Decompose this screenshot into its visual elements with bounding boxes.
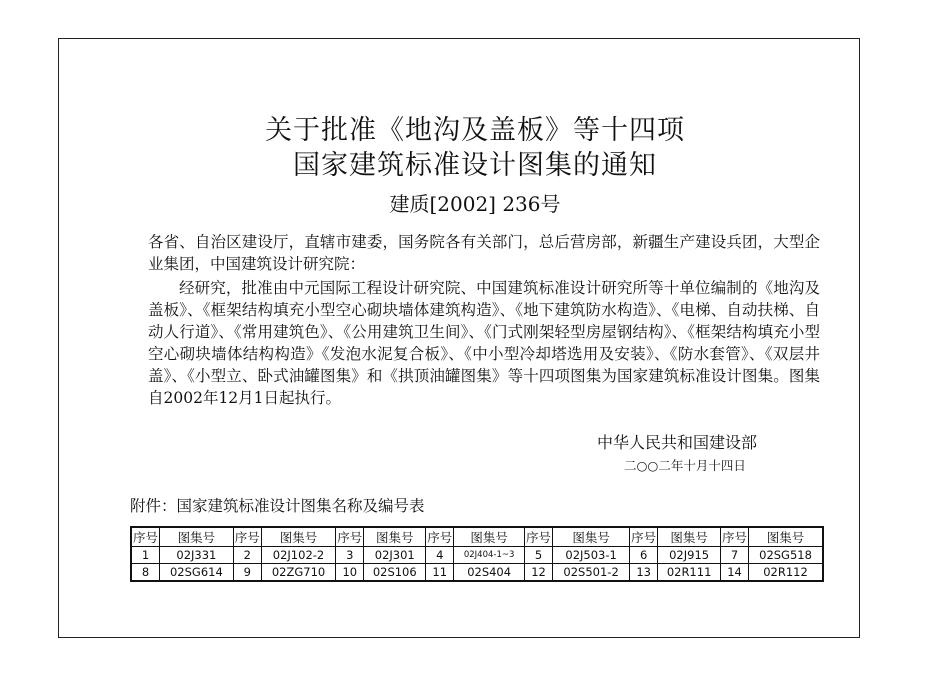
seq-cell: 12 bbox=[525, 564, 553, 582]
table-row bbox=[131, 547, 823, 564]
issuer: 中华人民共和国建设部 bbox=[597, 433, 758, 452]
seq-cell: 9 bbox=[233, 564, 261, 582]
code-cell: 02S404 bbox=[454, 564, 525, 582]
notice-body: 经研究，批准由中元国际工程设计研究院、中国建筑标准设计研究所等十单位编制的《地沟及盖板》、《框架结构填充小型空心砌块墙体建筑构造》、《地下建筑防水构造》、《电梯、自动扶梯、自动人行道》、《常用建筑色》、《公用建筑卫生间》、《门式刚架轻型房屋钢结构》、《框架结构填充小型空心砌块墙体结构构造》《发泡水泥复合板》、《中小型冷却塔选用及安装》、《防水套管》、《双层井盖》、《小型立、卧式油罐图集》和《拱顶油罐图集》等十四项图集为国家建筑标准设计图集。图集自2002年12月1日起执行。 bbox=[148, 279, 820, 407]
header-code: 图集号 bbox=[658, 527, 721, 547]
header-code: 图集号 bbox=[261, 527, 336, 547]
seq-cell: 13 bbox=[630, 564, 658, 582]
header-seq: 序号 bbox=[525, 527, 553, 547]
header-code: 图集号 bbox=[749, 527, 823, 547]
header-code: 图集号 bbox=[364, 527, 426, 547]
header-seq: 序号 bbox=[721, 527, 749, 547]
seq-cell: 7 bbox=[721, 547, 749, 564]
header-seq: 序号 bbox=[630, 527, 658, 547]
code-cell: 02S106 bbox=[364, 564, 426, 582]
code-cell: 02J503-1 bbox=[553, 547, 630, 564]
atlas-code-table bbox=[130, 526, 824, 582]
header-seq: 序号 bbox=[336, 527, 364, 547]
table-row bbox=[131, 564, 823, 582]
header-seq: 序号 bbox=[233, 527, 261, 547]
seq-cell: 5 bbox=[525, 547, 553, 564]
code-cell: 02R111 bbox=[658, 564, 721, 582]
code-cell: 02J102-2 bbox=[261, 547, 336, 564]
code-cell: 02SG614 bbox=[160, 564, 234, 582]
code-cell: 02SG518 bbox=[749, 547, 823, 564]
code-cell: 02R112 bbox=[749, 564, 823, 582]
header-seq: 序号 bbox=[426, 527, 454, 547]
seq-cell: 14 bbox=[721, 564, 749, 582]
issue-date: 二○○二年十月十四日 bbox=[624, 458, 746, 473]
code-cell: 02J331 bbox=[160, 547, 234, 564]
seq-cell: 11 bbox=[426, 564, 454, 582]
header-code: 图集号 bbox=[553, 527, 630, 547]
seq-cell: 3 bbox=[336, 547, 364, 564]
seq-cell: 6 bbox=[630, 547, 658, 564]
header-seq: 序号 bbox=[131, 527, 160, 547]
header-code: 图集号 bbox=[454, 527, 525, 547]
seq-cell: 1 bbox=[131, 547, 160, 564]
seq-cell: 4 bbox=[426, 547, 454, 564]
code-cell: 02ZG710 bbox=[261, 564, 336, 582]
notice-title-line1: 关于批准《地沟及盖板》等十四项 bbox=[265, 115, 685, 146]
notice-title-line2: 国家建筑标准设计图集的通知 bbox=[293, 150, 657, 181]
table-header-row bbox=[131, 527, 823, 547]
seq-cell: 2 bbox=[233, 547, 261, 564]
annex-title: 附件：国家建筑标准设计图集名称及编号表 bbox=[130, 497, 425, 515]
salutation: 各省、自治区建设厅，直辖市建委，国务院各有关部门，总后营房部，新疆生产建设兵团，大型企业集团，中国建筑设计研究院： bbox=[148, 233, 820, 273]
code-cell: 02J915 bbox=[658, 547, 721, 564]
code-cell: 02J404-1~3 bbox=[454, 547, 525, 564]
code-cell: 02J301 bbox=[364, 547, 426, 564]
seq-cell: 8 bbox=[131, 564, 160, 582]
document-number: 建质[2002] 236号 bbox=[389, 192, 561, 216]
seq-cell: 10 bbox=[336, 564, 364, 582]
header-code: 图集号 bbox=[160, 527, 234, 547]
code-cell: 02S501-2 bbox=[553, 564, 630, 582]
